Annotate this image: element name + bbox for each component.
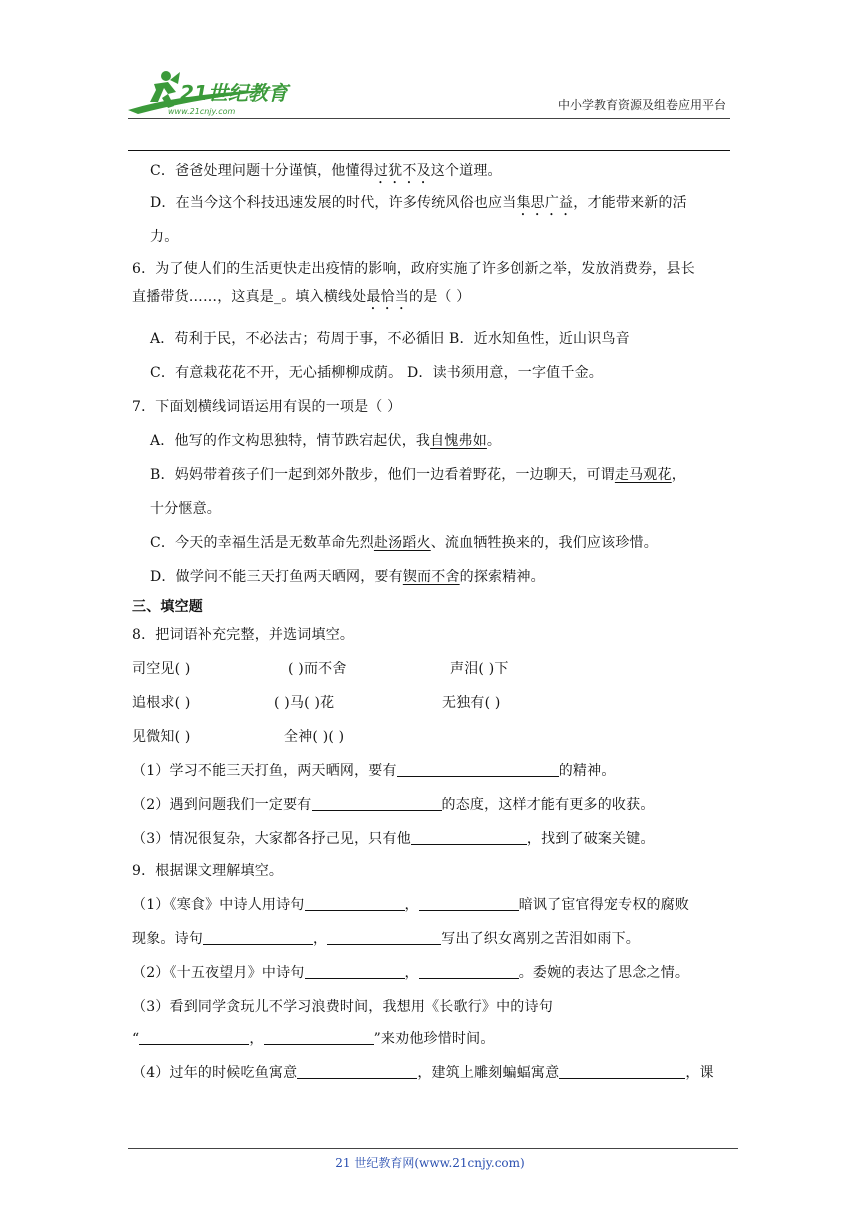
question-9: 9．根据课文理解填空。 — [132, 863, 284, 879]
q8-word-5: ( )马( )花 — [274, 695, 335, 711]
section-heading: 三、填空题 — [132, 599, 203, 615]
answer-blank[interactable] — [559, 1064, 685, 1079]
emphasized-phrase: 过犹不及 — [373, 163, 431, 179]
emphasized-phrase: 集思广益 — [516, 195, 574, 211]
q7-option-b-cont: 十分惬意。 — [150, 501, 221, 517]
underlined-phrase: 走马观花 — [614, 467, 672, 483]
question-6-line1: 6．为了使人们的生活更快走出疫情的影响，政府实施了许多创新之举，发放消费券，县长 — [132, 261, 695, 277]
answer-blank[interactable] — [297, 1064, 417, 1079]
svg-text:21世纪教育: 21世纪教育 — [180, 81, 288, 105]
answer-blank[interactable] — [419, 964, 519, 979]
footer-rule — [128, 1148, 738, 1149]
question-6-line2: 直播带货……，这真是_。填入横线处最恰当的是（ ） — [132, 289, 471, 305]
q9-part-2: （2）《十五夜望月》中诗句 ， 。委婉的表达了思念之情。 — [132, 965, 690, 981]
answer-blank[interactable] — [397, 762, 559, 777]
q6-options-cd: C．有意栽花花不开，无心插柳柳成荫。 D．读书须用意，一字值千金。 — [150, 365, 603, 381]
q5-option-c: C．爸爸处理问题十分谨慎，他懂得过犹不及这个道理。 — [150, 163, 502, 179]
q9-part-3-cont: “ ， ”来劝他珍惜时间。 — [132, 1031, 495, 1047]
q8-word-8: 全神( )( ) — [284, 729, 345, 745]
q8-blank-3: （3）情况很复杂，大家都各抒己见，只有他 ，找到了破案关键。 — [132, 831, 655, 847]
page-header — [128, 62, 730, 150]
q7-option-c: C．今天的幸福生活是无数革命先烈赴汤蹈火、流血牺牲换来的，我们应该珍惜。 — [150, 535, 658, 551]
q7-option-b: B．妈妈带着孩子们一起到郊外散步，他们一边看着野花，一边聊天，可谓走马观花， — [150, 467, 686, 483]
answer-blank[interactable] — [305, 896, 405, 911]
answer-blank[interactable] — [139, 1030, 249, 1045]
q8-word-1: 司空见( ) — [132, 661, 191, 677]
q9-part-3: （3）看到同学贪玩儿不学习浪费时间，我想用《长歌行》中的诗句 — [132, 999, 553, 1015]
header-rule-bold — [128, 150, 730, 151]
q7-option-d: D．做学问不能三天打鱼两天晒网，要有锲而不舍的探索精神。 — [150, 569, 545, 585]
emphasized-phrase: 最恰当 — [366, 289, 410, 305]
answer-blank[interactable] — [264, 1030, 374, 1045]
q8-word-6: 无独有( ) — [442, 695, 501, 711]
q8-word-3: 声泪( )下 — [450, 661, 509, 677]
q5-option-d: D．在当今这个科技迅速发展的时代，许多传统风俗也应当集思广益，才能带来新的活 — [150, 195, 687, 211]
q8-word-4: 追根求( ) — [132, 695, 191, 711]
q9-part-1: （1）《寒食》中诗人用诗句 ， 暗讽了宦官得宠专权的腐败 — [132, 897, 690, 913]
q8-word-2: ( )而不舍 — [288, 661, 347, 677]
q8-blank-2: （2）遇到问题我们一定要有 的态度，这样才能有更多的收获。 — [132, 797, 655, 813]
q7-option-a: A．他写的作文构思独特，情节跌宕起伏，我自愧弗如。 — [150, 433, 502, 449]
site-logo — [128, 62, 298, 118]
q5-option-d-cont: 力。 — [150, 229, 179, 245]
q6-options-ab: A．苟利于民，不必法古；苟周于事，不必循旧 B．近水知鱼性，近山识鸟音 — [150, 331, 630, 347]
header-rule — [128, 118, 730, 119]
answer-blank[interactable] — [411, 830, 527, 845]
underlined-phrase: 锲而不舍 — [402, 569, 460, 585]
q8-word-7: 见微知( ) — [132, 729, 191, 745]
q9-part-1-cont: 现象。诗句 ， 写出了织女离别之苦泪如雨下。 — [132, 931, 641, 947]
answer-blank[interactable] — [327, 930, 441, 945]
q9-part-4: （4）过年的时候吃鱼寓意 ，建筑上雕刻蝙蝠寓意 ，课 — [132, 1065, 714, 1081]
answer-blank[interactable] — [419, 896, 519, 911]
q8-blank-1: （1）学习不能三天打鱼，两天晒网，要有 的精神。 — [132, 763, 616, 779]
answer-blank[interactable] — [203, 930, 313, 945]
svg-text:www.21cnjy.com: www.21cnjy.com — [168, 107, 236, 116]
answer-blank[interactable] — [312, 796, 442, 811]
page-footer[interactable]: 21 世纪教育网(www.21cnjy.com) — [335, 1156, 525, 1170]
underlined-phrase: 赴汤蹈火 — [373, 535, 431, 551]
underlined-phrase: 自愧弗如 — [430, 433, 487, 449]
answer-blank[interactable] — [305, 964, 405, 979]
question-8: 8．把词语补充完整，并选词填空。 — [132, 627, 355, 643]
question-7: 7．下面划横线词语运用有误的一项是（ ） — [132, 399, 402, 415]
platform-name: 中小学教育资源及组卷应用平台 — [557, 98, 726, 112]
